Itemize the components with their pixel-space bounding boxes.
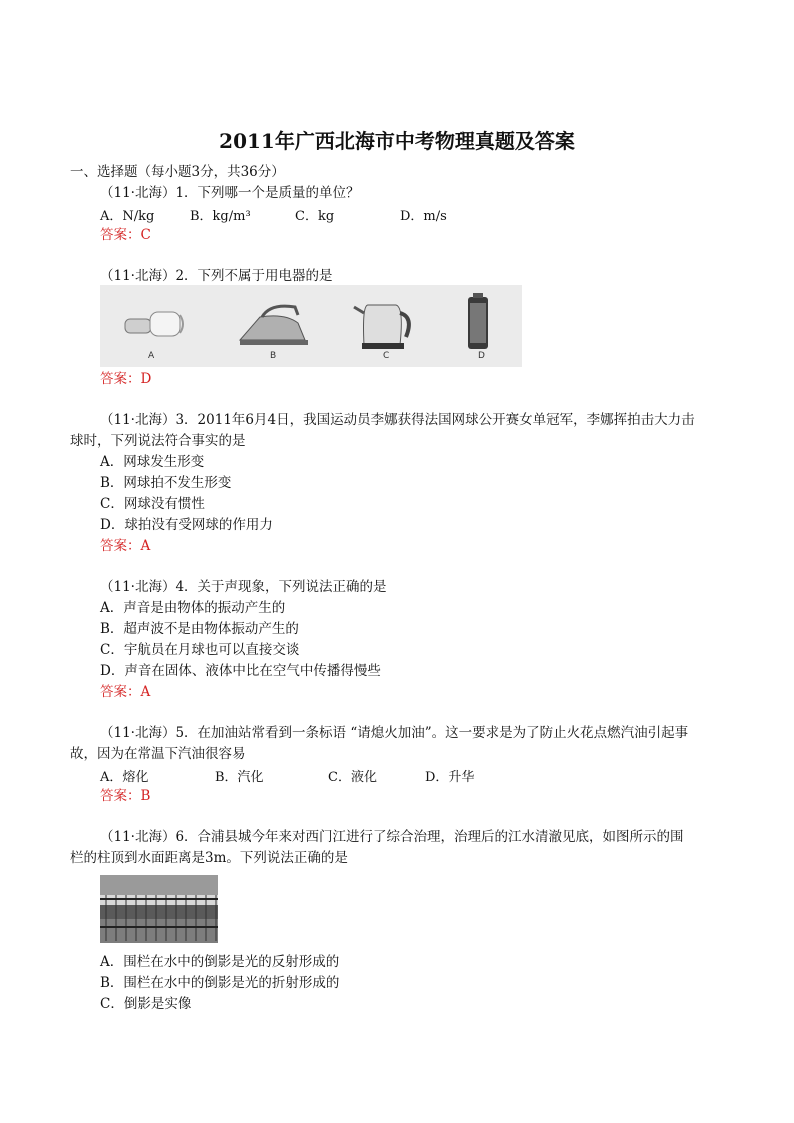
question-6-stem-line-1: （11·北海）6．合浦县城今年来对西门江进行了综合治理，治理后的江水清澈见底，如图所示的围 [100, 829, 684, 845]
question-4-option-c: C．宇航员在月球也可以直接交谈 [100, 642, 300, 658]
question-6-option-b: B．围栏在水中的倒影是光的折射形成的 [100, 975, 340, 991]
question-3-answer: 答案：A [100, 538, 151, 554]
option-b: B．kg/m³ [190, 209, 251, 224]
option-a: A．N/kg [100, 209, 155, 224]
question-6-option-a: A．围栏在水中的倒影是光的反射形成的 [100, 954, 340, 970]
question-3-option-b: B．网球拍不发生形变 [100, 475, 232, 491]
option-a: A．熔化 [100, 770, 149, 785]
figure-label-c: C [383, 351, 390, 361]
question-3-option-d: D．球拍没有受网球的作用力 [100, 517, 273, 533]
figure-label-d: D [478, 351, 485, 361]
question-5-answer: 答案：B [100, 788, 151, 804]
question-3-stem-line-2: 球时，下列说法符合事实的是 [70, 433, 246, 449]
question-5-stem-line-1: （11·北海）5．在加油站常看到一条标语 “请熄火加油”。这一要求是为了防止火花点燃汽油引起事 [100, 725, 689, 741]
figure-label-a: A [148, 351, 155, 361]
option-d: D．升华 [425, 770, 475, 785]
question-3-option-a: A．网球发生形变 [100, 454, 205, 470]
river-railing-photo [100, 875, 218, 943]
section-heading: 一、选择题（每小题3分，共36分） [70, 164, 285, 180]
question-2-stem: （11·北海）2．下列不属于用电器的是 [100, 268, 333, 284]
option-c: C．液化 [328, 770, 377, 785]
question-1-stem: （11·北海）1．下列哪一个是质量的单位？ [100, 185, 360, 201]
question-1-answer: 答案：C [100, 227, 151, 243]
question-6-stem-line-2: 栏的柱顶到水面距离是3m。下列说法正确的是 [70, 850, 348, 866]
option-c: C．kg [295, 209, 335, 224]
question-6-option-c: C．倒影是实像 [100, 996, 192, 1012]
page-title: 2011年广西北海市中考物理真题及答案 [219, 129, 575, 153]
question-3-option-c: C．网球没有惯性 [100, 496, 205, 512]
question-3-stem-line-1: （11·北海）3．2011年6月4日，我国运动员李娜获得法国网球公开赛女单冠军，李娜挥拍击大力击 [100, 412, 695, 428]
question-4-option-d: D．声音在固体、液体中比在空气中传播得慢些 [100, 663, 381, 679]
figure-label-b: B [270, 351, 277, 361]
question-4-stem: （11·北海）4．关于声现象，下列说法正确的是 [100, 579, 387, 595]
question-2-answer: 答案：D [100, 371, 152, 387]
option-b: B．汽化 [215, 770, 264, 785]
question-4-option-b: B．超声波不是由物体振动产生的 [100, 621, 299, 637]
question-4-option-a: A．声音是由物体的振动产生的 [100, 600, 286, 616]
appliances-figure [100, 285, 522, 367]
question-4-answer: 答案：A [100, 684, 151, 700]
option-d: D．m/s [400, 209, 447, 224]
battery-icon [468, 293, 488, 349]
question-5-stem-line-2: 故，因为在常温下汽油很容易 [70, 746, 246, 762]
